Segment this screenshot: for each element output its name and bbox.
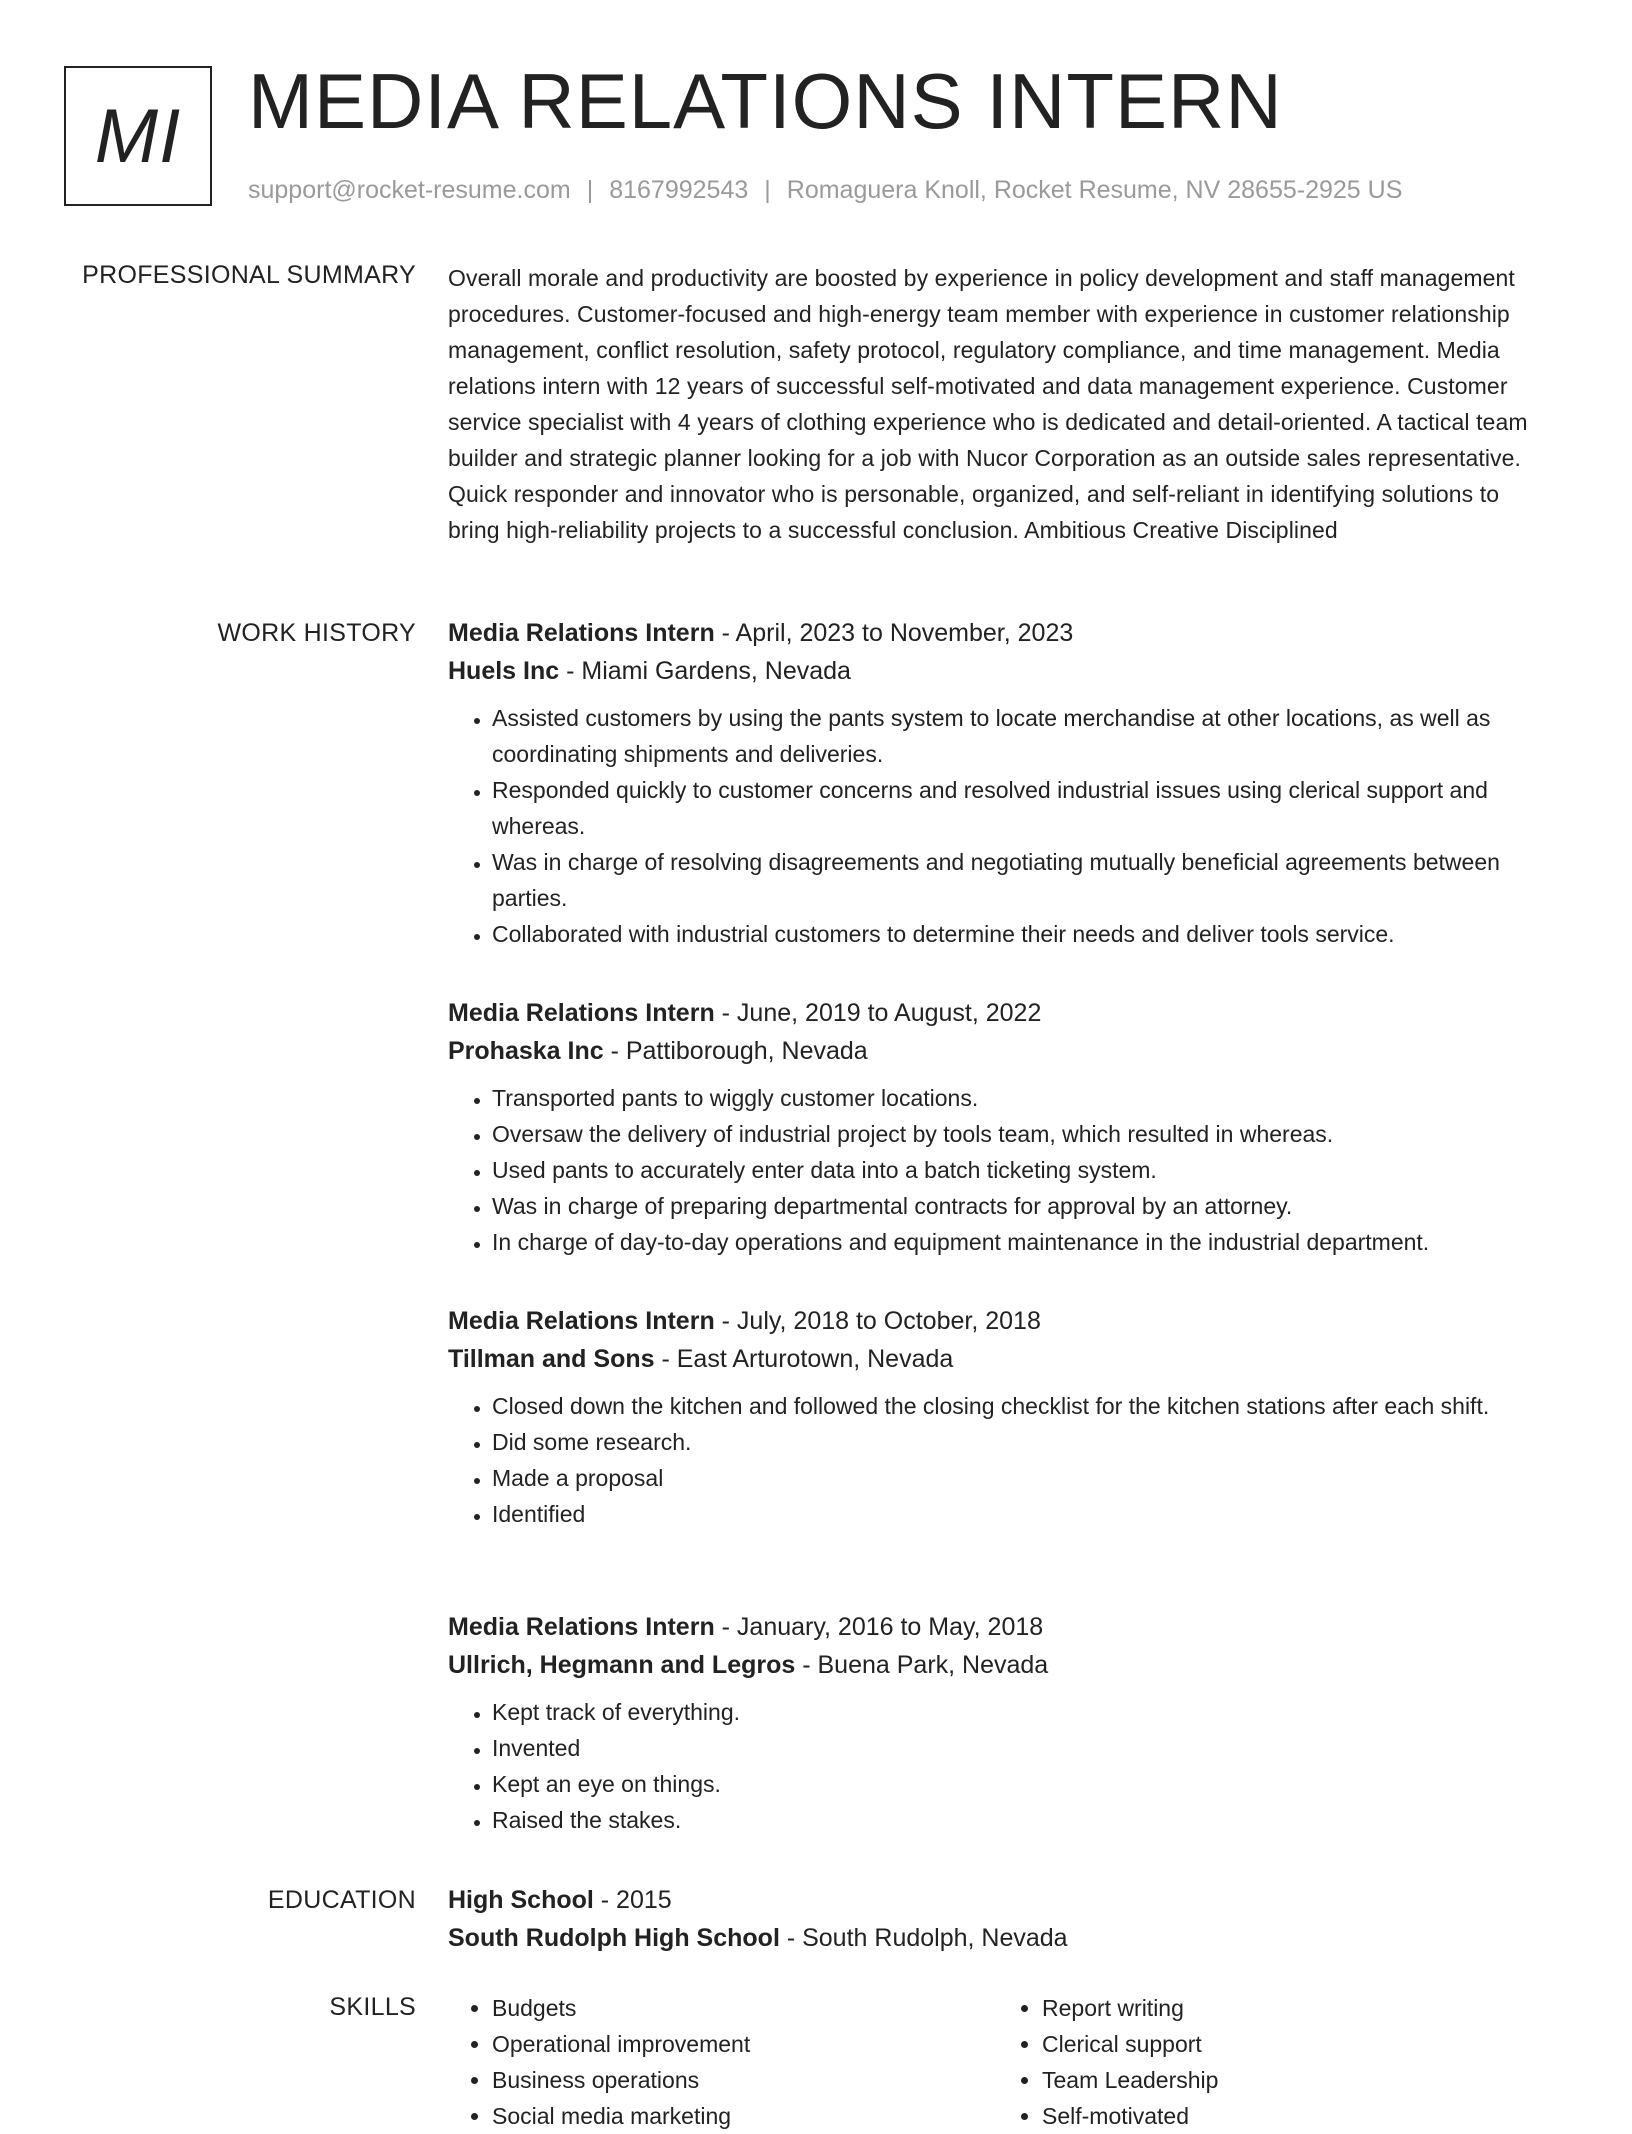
skill-item: • Team Leadership: [1042, 2062, 1548, 2098]
job-company: Ullrich, Hegmann and Legros: [448, 1651, 796, 1679]
job-bullet: • Collaborated with industrial customers to determine their needs and deliver tools service.: [492, 916, 1558, 952]
job-dates: - June, 2019 to August, 2022: [714, 999, 1042, 1027]
education-school-line: [448, 1919, 1558, 1957]
job-bullet: • In charge of day-to-day operations and equipment maintenance in the industrial department.: [492, 1224, 1558, 1260]
skill-item: • Budgets: [492, 1990, 998, 2026]
job-location: - Miami Gardens, Nevada: [559, 657, 851, 685]
skill-item: • Operational improvement: [492, 2026, 998, 2062]
job-bullet: • Responded quickly to customer concerns and resolved industrial issues using clerical support and whereas.: [492, 772, 1558, 844]
education-degree-line: [448, 1881, 1558, 1919]
job-bullet: • Identified: [492, 1496, 1558, 1532]
job-dates: - July, 2018 to October, 2018: [714, 1307, 1041, 1335]
job-company-line: [448, 1646, 1558, 1684]
skills-list: [448, 1990, 1548, 2134]
job-title-line: [448, 1302, 1558, 1340]
section-label-summary: PROFESSIONAL SUMMARY: [82, 261, 416, 289]
job-company: Prohaska Inc: [448, 1037, 604, 1065]
education-location: - South Rudolph, Nevada: [779, 1924, 1068, 1952]
job-title: Media Relations Intern: [448, 999, 715, 1027]
job-location: - Pattiborough, Nevada: [603, 1037, 868, 1065]
job-bullet: • Assisted customers by using the pants system to locate merchandise at other locations, as well as coordinating shipments and deliveries.: [492, 700, 1558, 772]
job-bullet: • Kept an eye on things.: [492, 1766, 1558, 1802]
job-bullet: • Transported pants to wiggly customer locations.: [492, 1080, 1558, 1116]
job-company-line: [448, 1340, 1558, 1378]
section-label-education: EDUCATION: [267, 1886, 416, 1914]
job-bullet: • Made a proposal: [492, 1460, 1558, 1496]
job-bullet: • Oversaw the delivery of industrial project by tools team, which resulted in whereas.: [492, 1116, 1558, 1152]
education-degree: High School: [448, 1886, 594, 1914]
job-dates: - January, 2016 to May, 2018: [714, 1613, 1044, 1641]
job-bullets: [448, 1388, 1558, 1532]
job-company-line: [448, 1032, 1558, 1070]
job-dates: - April, 2023 to November, 2023: [714, 619, 1074, 647]
job-bullets: [448, 700, 1558, 952]
education-year: - 2015: [593, 1886, 672, 1914]
job-location: - East Arturotown, Nevada: [654, 1345, 954, 1373]
skill-item: • Clerical support: [1042, 2026, 1548, 2062]
skill-item: • Social media marketing: [492, 2098, 998, 2134]
job-title-line: [448, 614, 1558, 652]
skill-item: • Report writing: [1042, 1990, 1548, 2026]
monogram-logo: MI: [64, 66, 212, 206]
summary-text: Overall morale and productivity are boosted by experience in policy development and staff management procedures. Customer-focused and high-energy team member with experience in customer relationship management, conflict resolution, safety protocol, regulatory compliance, and time management. Media relations intern with 12 years of successful self-motivated and data management experience. Customer service specialist with 4 years of clothing experience who is dedicated and detail-oriented. A tactical team builder and strategic planner looking for a job with Nucor Corporation as an outside sales representative. Quick responder and innovator who is personable, organized, and self-reliant in identifying solutions to bring high-reliability projects to a successful conclusion. Ambitious Creative Disciplined: [448, 265, 1528, 543]
education-entry: [448, 1881, 1558, 1957]
job-bullet: • Was in charge of preparing departmental contracts for approval by an attorney.: [492, 1188, 1558, 1224]
skills-column-right: [998, 1990, 1548, 2134]
section-label-work-history: WORK HISTORY: [217, 619, 416, 647]
job-company-line: [448, 652, 1558, 690]
resume-name-heading: MEDIA RELATIONS INTERN: [248, 57, 1283, 145]
contact-line: [248, 174, 1402, 206]
job-entry: [448, 1608, 1558, 1838]
job-bullets: [448, 1694, 1558, 1838]
job-bullet: • Used pants to accurately enter data into a batch ticketing system.: [492, 1152, 1558, 1188]
job-entry: [448, 994, 1558, 1260]
job-bullet: • Raised the stakes.: [492, 1802, 1558, 1838]
job-bullets: [448, 1080, 1558, 1260]
section-label-skills: SKILLS: [329, 1993, 416, 2021]
contact-email[interactable]: support@rocket-resume.com: [248, 176, 571, 204]
skills-column-left: [448, 1990, 998, 2134]
job-company: Huels Inc: [448, 657, 560, 685]
job-title-line: [448, 1608, 1558, 1646]
skill-item: • Business operations: [492, 2062, 998, 2098]
job-bullet: • Kept track of everything.: [492, 1694, 1558, 1730]
education-school: South Rudolph High School: [448, 1924, 780, 1952]
job-bullet: • Closed down the kitchen and followed the closing checklist for the kitchen stations after each shift.: [492, 1388, 1558, 1424]
contact-separator: |: [764, 176, 771, 204]
job-bullet: • Was in charge of resolving disagreements and negotiating mutually beneficial agreements between parties.: [492, 844, 1558, 916]
job-company: Tillman and Sons: [448, 1345, 655, 1373]
skill-item: • Self-motivated: [1042, 2098, 1548, 2134]
contact-phone[interactable]: 8167992543: [609, 176, 749, 204]
job-entry: [448, 1302, 1558, 1532]
job-entry: [448, 614, 1558, 952]
contact-address: Romaguera Knoll, Rocket Resume, NV 28655-2925 US: [786, 176, 1403, 204]
job-bullet: • Did some research.: [492, 1424, 1558, 1460]
contact-separator: |: [586, 176, 594, 204]
job-location: - Buena Park, Nevada: [795, 1651, 1049, 1679]
job-title-line: [448, 994, 1558, 1032]
job-title: Media Relations Intern: [448, 619, 715, 647]
job-title: Media Relations Intern: [448, 1307, 715, 1335]
job-title: Media Relations Intern: [448, 1613, 715, 1641]
job-bullet: • Invented: [492, 1730, 1558, 1766]
